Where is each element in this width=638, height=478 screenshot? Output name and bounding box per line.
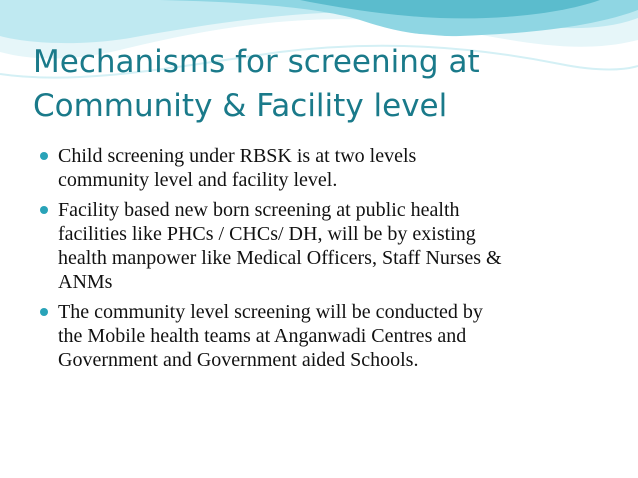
bullet-text-line: Child screening under RBSK is at two levels <box>58 145 417 167</box>
bullet-dot-icon <box>40 308 48 316</box>
bullet-text-line: The community level screening will be conducted by <box>58 301 483 323</box>
bullet-text-line: Facility based new born screening at public health <box>58 199 460 221</box>
bullet-text-line: Government and Government aided Schools. <box>58 349 419 371</box>
bullet-item <box>40 300 620 372</box>
bullet-text-line: community level and facility level. <box>58 169 338 191</box>
slide-title-line-2: Community & Facility level <box>33 88 448 124</box>
slide-title-line-1: Mechanisms for screening at <box>33 44 480 80</box>
slide-title <box>33 40 623 128</box>
bullet-text-line: the Mobile health teams at Anganwadi Centres and <box>58 325 467 347</box>
bullet-dot-icon <box>40 206 48 214</box>
bullet-item <box>40 144 620 192</box>
bullet-dot-icon <box>40 152 48 160</box>
bullet-text-line: facilities like PHCs / CHCs/ DH, will be by existing <box>58 223 476 245</box>
bullet-item <box>40 198 620 294</box>
bullet-list <box>40 144 620 378</box>
bullet-text-line: ANMs <box>58 271 113 293</box>
bullet-text-line: health manpower like Medical Officers, Staff Nurses & <box>58 247 502 269</box>
